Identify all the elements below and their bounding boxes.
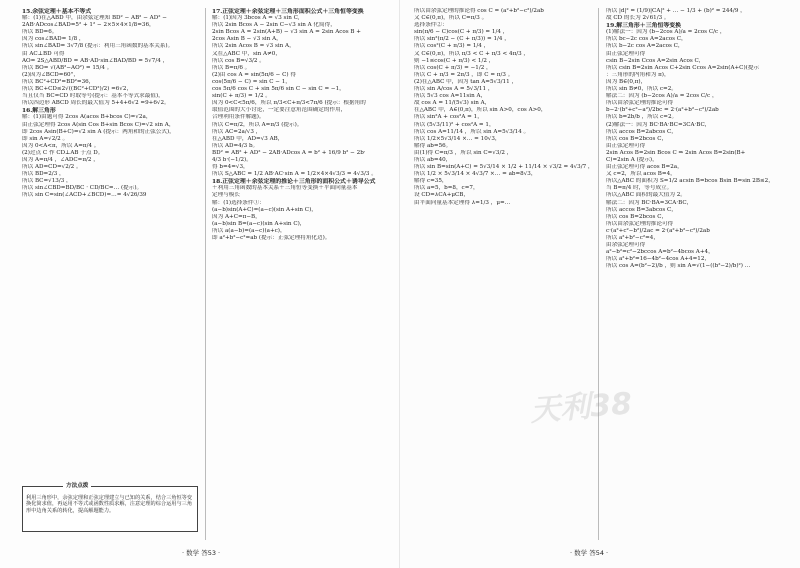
- answer-line: 由正弦定理可得 acos B=2a，: [606, 164, 683, 171]
- answer-line: 又 c=2，所以 acos B=4，: [606, 171, 676, 178]
- answer-line: BD² = AB² + AD² − 2AB·ADcos A = b² + 16/9 b² − 2b·: [212, 149, 366, 156]
- answer-line: (a−b)sin(A+C)=(a−c)(sin A+sin C)，: [212, 206, 317, 213]
- answer-line: (2)由 cos A = sin(5π/6 − C) 得: [212, 71, 296, 78]
- answer-line: (2)过点 C 作 CD⊥AB 于点 D。: [22, 149, 104, 156]
- answer-line: 15.余弦定理＋基本不等式: [22, 8, 92, 15]
- answer-line: 所以 a=5，b=8，c=7，: [414, 185, 479, 192]
- answer-line: (2)在△ABC 中，因为 tan A=5√3/11 ，: [414, 78, 518, 85]
- answer-line: csin B−2sin Ccos A=2sin Acos C，: [606, 57, 705, 64]
- answer-line: b−2·(b²+c²−a²)/2bc = 2·(a²+b²−c²)/2ab: [606, 107, 719, 114]
- answer-line: 因为 cos∠BAD= 1/8 ，: [22, 36, 85, 43]
- answer-line: 所以 BC+CD≤2√((BC²+CD²)/2) =6√2，: [22, 86, 133, 93]
- answer-line: 所以 AD=CD=√2/2 。: [22, 164, 82, 171]
- method-tips-title: 方法点拨: [63, 483, 91, 489]
- answer-line: 所以 b=2b/b ，所以 c=2。: [606, 114, 678, 121]
- answer-line: 在△ABD 中，AD=√3 AB，: [212, 135, 284, 142]
- answer-line: 2cos Asin B − √3 sin A，: [212, 36, 282, 43]
- method-tips-box: [22, 483, 198, 532]
- answer-line: 所以 B=π/6 。: [212, 64, 251, 71]
- answer-line: 所以 cos B=2bcos C，: [606, 135, 668, 142]
- answer-line: 2AB·ADcos∠BAD=5² + 1² − 2×5×4×1/8=36，: [22, 22, 155, 29]
- answer-line: 解得 c=35，: [414, 178, 448, 185]
- right-column-1: [414, 8, 594, 540]
- answer-line: 所以 cos B=2bcos C，: [606, 213, 668, 220]
- answer-line: 2sin Bcos A = 2sin(A+B) − √3 sin A = 2sin Acos B +: [212, 29, 361, 36]
- answer-line: 所以 cos B=√3/2 。: [212, 57, 265, 64]
- page-number-right: · 数学 答54 ·: [570, 549, 609, 557]
- answer-line: 所以 cos(C + π/3) = −1/2 ，: [414, 64, 492, 71]
- answer-line: 合理利用条件解题)。: [212, 114, 265, 121]
- answer-line: cos 5π/6 cos C + sin 5π/6 sin C − sin C = −1，: [212, 86, 345, 93]
- answer-line: 故 cos A = 11/(5√3) sin A，: [414, 100, 491, 107]
- answer-line: 故 CD 的长为 2√61/3 。: [606, 15, 670, 22]
- answer-line: 所以 a(a−b)=(a−c)(a+c)，: [212, 227, 286, 234]
- right-answer-page: [400, 0, 800, 568]
- answer-line: 所以 2sin Acos B = √3 sin A，: [212, 43, 295, 50]
- answer-line: (2)解法一：因为 BC·BA·BC=3CA·BC，: [606, 121, 711, 128]
- answer-line: 4/3 b·(−1/2)。: [212, 156, 252, 163]
- answer-line: (a−b)sin B=(a−c)(sin A+sin C)，: [212, 220, 306, 227]
- answer-line: 解法二：因为 BC·BA=3CA·BC，: [606, 199, 693, 206]
- answer-line: 2sin Acos B=2sin Bcos C ⇒ 2sin Acos B=2sin(B+: [606, 149, 746, 156]
- answer-line: 取值范围的大小讨论，一定要注意角范围确定的作用，: [212, 107, 347, 114]
- column-divider: [598, 8, 599, 540]
- answer-line: 又 C∈(0,π)，所以 C=π/3 。: [414, 15, 488, 22]
- answer-line: 所以 AC=2a/√3 ，: [212, 128, 262, 135]
- answer-line: 解得 ab=56。: [414, 142, 452, 149]
- answer-line: 即 2cos Asin(B+C)=√2 sin A (提示：两角和的正弦公式)，: [22, 128, 175, 135]
- answer-line: cos(5π/6 − C) = sin C − 1，: [212, 78, 291, 85]
- answer-line: 所以 (5√3/11)² + cos²A = 1，: [414, 121, 495, 128]
- answer-line: 所以 csin B=2sin Acos C+2sin Ccos A=2sin(A+C)(提示: [606, 64, 760, 71]
- answer-line: 所以 S△ABC = 1/2 AB·AC·sin A = 1/2×4×4√3/3 = 4√3/3 。: [212, 171, 377, 178]
- answer-line: 由正弦定理可得: [606, 50, 646, 57]
- answer-line: 由 AC⊥BD 可得: [22, 50, 65, 57]
- answer-line: c·(a²+c²−b²)/2ac = 2·(a²+b²−c²)/2ab: [606, 227, 710, 234]
- answer-line: 即 sin A=√2/2 。: [22, 135, 69, 142]
- answer-line: 所以由余弦定理的推论可得: [606, 100, 674, 107]
- answer-line: 所以 BO= √(AB²−AO²) = 15/4 。: [22, 64, 113, 71]
- answer-line: 所以 5√3 cos A=11sin A，: [414, 93, 487, 100]
- answer-line: (1)解法一：因为 (b−2cos A)/a = 2cos C/c ，: [606, 29, 726, 36]
- answer-line: 得 b=4=√3，: [212, 164, 249, 171]
- answer-line: 所以△ABC 的面积为 S=1/2 acsin B=bcos Bsin B=sin 2B≤2，: [606, 178, 774, 185]
- answer-line: 因为 B∈(0,π)，: [606, 78, 647, 85]
- answer-line: 所以 BD=6。: [22, 29, 58, 36]
- answer-line: 所以 sin B≠0，所以 c=2。: [606, 86, 677, 93]
- answer-line: 所以 sin²A + cos²A = 1，: [414, 114, 483, 121]
- answer-line: 18.正弦定理＋余弦定理的推论＋三角形的面积公式＋诱导公式: [212, 178, 376, 186]
- answer-line: 所以 a²+b²−c²=4，: [606, 235, 659, 241]
- answer-line: 由(1)得 C=π/3 ，所以 sin C=√3/2 ，: [414, 149, 513, 156]
- answer-line: (2)因为∠BCD=60°，: [22, 71, 79, 78]
- answer-line: 所以 AD=4/3 b。: [212, 142, 259, 149]
- answer-line: 所以 1/2×5√3/14 ×… = 10√3，: [414, 135, 501, 142]
- answer-line: ：三角形的内角和为 π)，: [606, 71, 670, 78]
- left-column-2: [212, 8, 392, 540]
- answer-line: a²−b²=c²−2bccos A=b²−4bcos A+4，: [606, 249, 714, 256]
- answer-line: 由正弦定理可得: [606, 142, 646, 149]
- answer-line: 即 a²+b²−c²=ab (提示：正弦定理将角化边)。: [212, 235, 331, 241]
- answer-line: 由余弦定理可得: [606, 242, 646, 249]
- answer-line: 所以 cos A=(b²−2)/b ，则 sin A=√(1−((b²−2)/b)²) …: [606, 263, 751, 270]
- answer-line: 所以 bc−2c cos A=2acos C，: [606, 36, 687, 43]
- answer-line: 解：(1)因为 3bcos A = √3 sin C,: [212, 15, 300, 22]
- answer-line: 所以 BD=2/3 ，: [22, 171, 65, 178]
- answer-line: AO= 2S△ABD/BD = AB·AD·sin∠BAD/BD = 5√7/4 ，: [22, 57, 169, 64]
- answer-line: 又在△ABC 中，sin A≠0，: [212, 50, 281, 57]
- answer-line: 所以 accos B=2abcos C，: [606, 128, 677, 135]
- answer-line: 因为 0<A<π，所以 A=π/4 。: [22, 142, 100, 149]
- answer-line: 所以 2sin Bcos A − 2sin C−√3 sin A 化简得，: [212, 22, 336, 29]
- answer-line: 所以 BC²+CD²=BD²=36，: [22, 78, 95, 85]
- answer-line: 所以 C=π/2，所以 A=π/3 (提示)。: [212, 121, 303, 128]
- answer-line: 因为 A+C=π−B，: [212, 213, 261, 220]
- answer-line: 因为 A=π/4 ，∠ADC=π/2 ，: [22, 156, 99, 163]
- answer-line: 所以 sin∠CBD=BD/BC · CD/BC=… (提示)。: [22, 185, 143, 192]
- answer-line: 所以 sin A/cos A = 5√3/11 ，: [414, 86, 494, 93]
- answer-line: ＋利用三角函数的基本关系＋三角恒等变换＋平面向量基本: [212, 185, 358, 192]
- answer-line: 设 CD=λCA+μCB，: [414, 192, 469, 199]
- answer-line: 所以 a²+b²=16−4b²−4cos A+4=12，: [606, 256, 711, 263]
- answer-line: 由正弦定理得 2cos A(sin Cos B+sin Bcos C)=√2 sin A，: [22, 121, 175, 128]
- answer-line: 所以 sin²(π/2 − (C + π/3)) = 1/4 ，: [414, 36, 510, 43]
- answer-line: 当 B=π/4 时，等号成立。: [606, 185, 673, 192]
- answer-line: 由平面向量基本定理得 λ=1/3 ，μ=…: [414, 199, 511, 206]
- answer-line: 19.解三角形＋三角恒等变换: [606, 22, 682, 30]
- answer-line: 所以 BC=√13/3 ，: [22, 178, 72, 185]
- method-tips-text: 利用三角形中，余弦定理和正弦定理建立与已知的关系，结合三角恒等变换化简求值，再运用不等式或函数性质求解，注意定理的综合运用与三角形中边角关系的转化，提高解题能力。: [26, 495, 193, 514]
- answer-line: 所以 sin B=sin(A+C) = 5√3/14 × 1/2 + 11/14 × √3/2 = 4√3/7 ，: [414, 164, 594, 171]
- answer-line: C)=2sin A (提示)，: [606, 156, 658, 163]
- answer-line: 所以由余弦定理的推论可得: [606, 220, 674, 227]
- answer-line: 所以 accos B=3abcos C，: [606, 206, 677, 213]
- publisher-watermark: 天利38: [529, 386, 634, 429]
- answer-line: 解法二：因为 (b−2cos A)/a = 2cos C/c ，: [606, 93, 718, 100]
- answer-line: 所以 1/2 × 5√3/14 × 4√3/7 ×… = ab=8√3，: [414, 171, 537, 178]
- column-divider: [205, 8, 206, 540]
- answer-line: 解：(1)由题可得 2cos A(acos B+bcos C)=√2a，: [22, 114, 152, 121]
- answer-line: 所以△ABC 面积的最大值为 2。: [606, 192, 686, 199]
- answer-line: 17.正弦定理＋余弦定理＋三角形面积公式＋三角恒等变换: [212, 8, 364, 15]
- answer-line: 解：(1)选择条件①：: [212, 199, 265, 206]
- page-number-left: · 数学 答53 ·: [182, 549, 221, 557]
- answer-line: 所以 cos A=11/14 ，所以 sin A=5√3/14 。: [414, 128, 530, 135]
- answer-line: 所以 ab=40，: [414, 156, 452, 163]
- answer-line: 当且仅当 BC=CD 时取等号(提示：基本不等式求最值)，: [22, 93, 164, 100]
- answer-line: 解：(1)在△ABD 中，由余弦定理知 BD² − AB² − AD² −: [22, 15, 167, 22]
- answer-line: 则 −1≤cos(C + π/3) < 1/2 ，: [414, 57, 495, 64]
- answer-line: 所以 sin C=sin(∠ACD+∠BCD)=…= 4√26/39: [22, 192, 147, 199]
- answer-line: 所以 b−2c cos A=2acos C，: [606, 43, 684, 50]
- answer-line: 16.解三角形: [22, 107, 56, 115]
- answer-line: 定理与模长: [212, 192, 240, 199]
- answer-line: 所以 sin∠BAD= 3√7/8 (提示：利用三角函数的基本关系)。: [22, 43, 174, 50]
- right-column-2: [606, 8, 786, 540]
- answer-line: sin(C + π/3) = 1/2 。: [212, 93, 271, 100]
- answer-line: 所以由余弦定理的推论得 cos C = (a²+b²−c²)/2ab: [414, 8, 544, 14]
- answer-line: 所以四边形 ABCD 周长的最大值为 5+4+6√2 =9+6√2。: [22, 100, 170, 107]
- answer-line: 所以 cos²(C + π/3) = 1/4 ，: [414, 43, 490, 50]
- answer-line: 所以 |d|² = (1/9)|CA|² + … − 1/3 + (b)² = 244/9 ，: [606, 8, 746, 14]
- answer-line: 选择条件②：: [414, 22, 448, 29]
- answer-line: sin(π/6 − C)cos(C + π/3) = 1/4 ，: [414, 29, 509, 36]
- left-column-1: [22, 8, 202, 540]
- answer-line: 在△ABC 中，A∈(0,π)，所以 sin A>0，cos A>0，: [414, 107, 547, 114]
- answer-line: 所以 C + π/3 = 2π/3 ，即 C = π/3 。: [414, 71, 514, 78]
- answer-line: 因为 0<C<5π/6，所以 π/3<C+π/3<7π/6 (提示：根据角的: [212, 100, 366, 107]
- answer-line: 又 C∈(0,π)，所以 π/3 < C + π/3 < 4π/3 ，: [414, 50, 530, 57]
